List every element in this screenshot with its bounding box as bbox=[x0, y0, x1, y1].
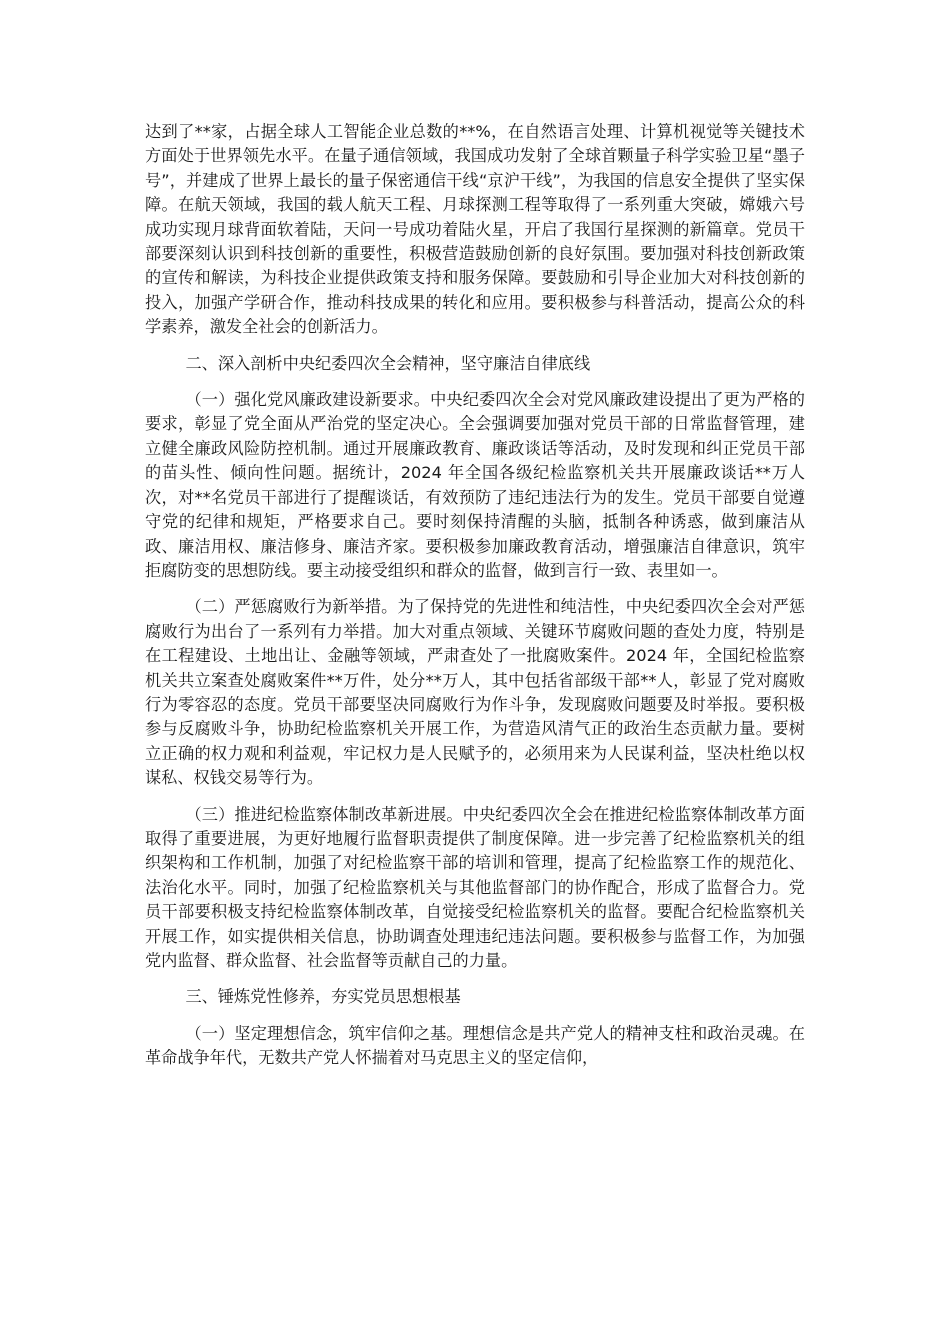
document-page bbox=[145, 120, 805, 1083]
body-paragraph: （一）坚定理想信念，筑牢信仰之基。理想信念是共产党人的精神支柱和政治灵魂。在革命战争年代，无数共产党人怀揣着对马克思主义的坚定信仰， bbox=[145, 1023, 805, 1068]
section-heading: 三、锤炼党性修养，夯实党员思想根基 bbox=[185, 987, 461, 1007]
section-heading: 二、深入剖析中央纪委四次全会精神，坚守廉洁自律底线 bbox=[185, 353, 591, 373]
body-paragraph: （二）严惩腐败行为新举措。为了保持党的先进性和纯洁性，中央纪委四次全会对严惩腐败行为出台了一系列有力举措。加大对重点领域、关键环节腐败问题的查处力度，特别是在工程建设、土地出让、金融等领域，严肃查处了一批腐败案件。2024 年，全国纪检监察机关共立案查处腐败案件**万件，处分**万人，其中包括省部级干部**人，彰显了党对腐败行为零容忍的态度。党员干部要坚决同腐败行为作斗争，发现腐败问题要及时举报。要积极参与反腐败斗争，协助纪检监察机关开展工作，为营造风清气正的政治生态贡献力量。要树立正确的权力观和利益观，牢记权力是人民赋予的，必须用来为人民谋利益，坚决杜绝以权谋私、权钱交易等行为。 bbox=[145, 597, 805, 788]
body-paragraph: （一）强化党风廉政建设新要求。中央纪委四次全会对党风廉政建设提出了更为严格的要求，彰显了党全面从严治党的坚定决心。全会强调要加强对党员干部的日常监督管理，建立健全廉政风险防控机制。通过开展廉政教育、廉政谈话等活动，及时发现和纠正党员干部的苗头性、倾向性问题。据统计，2024 年全国各级纪检监察机关共开展廉政谈话**万人次，对**名党员干部进行了提醒谈话，有效预防了违纪违法行为的发生。党员干部要自觉遵守党的纪律和规矩，严格要求自己。要时刻保持清醒的头脑，抵制各种诱惑，做到廉洁从政、廉洁用权、廉洁修身、廉洁齐家。要积极参加廉政教育活动，增强廉洁自律意识，筑牢拒腐防变的思想防线。要主动接受组织和群众的监督，做到言行一致、表里如一。 bbox=[145, 390, 805, 580]
body-paragraph: （三）推进纪检监察体制改革新进展。中央纪委四次全会在推进纪检监察体制改革方面取得了重要进展，为更好地履行监督职责提供了制度保障。进一步完善了纪检监察机关的组织架构和工作机制，加强了对纪检监察干部的培训和管理，提高了纪检监察工作的规范化、法治化水平。同时，加强了纪检监察机关与其他监督部门的协作配合，形成了监督合力。党员干部要积极支持纪检监察体制改革，自觉接受纪检监察机关的监督。要配合纪检监察机关开展工作，如实提供相关信息，协助调查处理违纪违法问题。要积极参与监督工作，为加强党内监督、群众监督、社会监督等贡献自己的力量。 bbox=[145, 804, 805, 970]
body-paragraph: 达到了**家，占据全球人工智能企业总数的**%，在自然语言处理、计算机视觉等关键技术方面处于世界领先水平。在量子通信领域，我国成功发射了全球首颗量子科学实验卫星“墨子号”，并建成了世界上最长的量子保密通信干线“京沪干线”，为我国的信息安全提供了坚实保障。在航天领域，我国的载人航天工程、月球探测工程等取得了一系列重大突破，嫦娥六号成功实现月球背面软着陆，天问一号成功着陆火星，开启了我国行星探测的新篇章。党员干部要深刻认识到科技创新的重要性，积极营造鼓励创新的良好氛围。要加强对科技创新政策的宣传和解读，为科技企业提供政策支持和服务保障。要鼓励和引导企业加大对科技创新的投入，加强产学研合作，推动科技成果的转化和应用。要积极参与科普活动，提高公众的科学素养，激发全社会的创新活力。 bbox=[145, 122, 805, 337]
